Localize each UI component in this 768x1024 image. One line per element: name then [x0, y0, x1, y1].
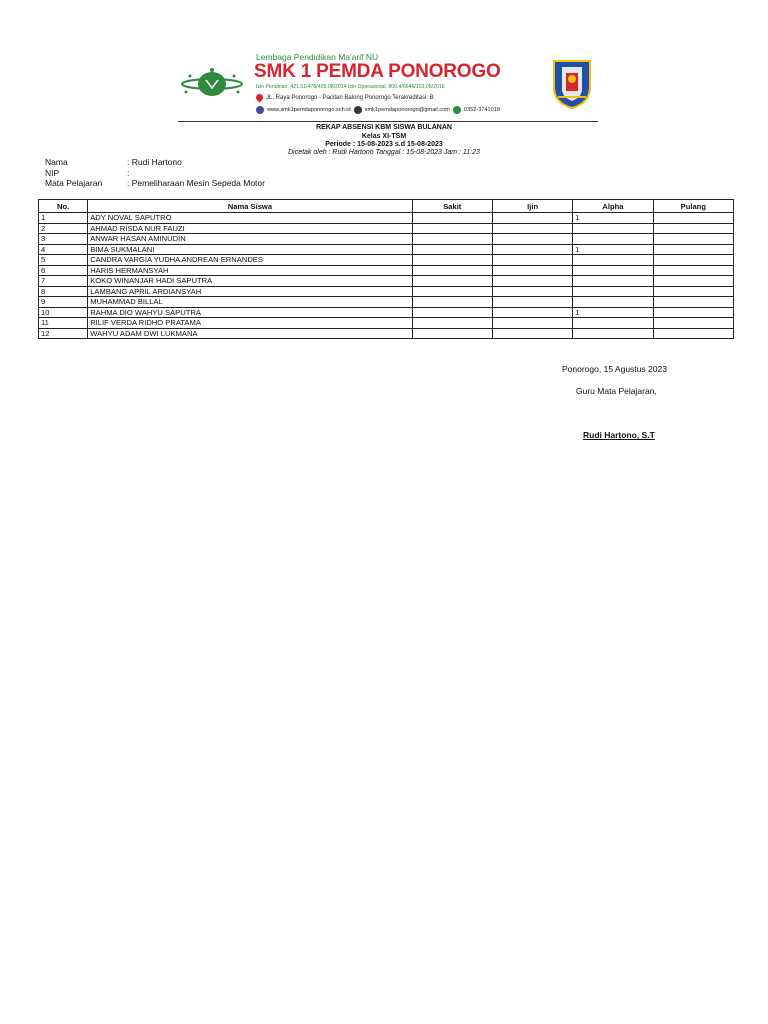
school-name: SMK 1 PEMDA PONOROGO — [254, 61, 501, 82]
cell-pulang — [653, 255, 733, 266]
cell-alpha — [573, 286, 653, 297]
cell-pulang — [653, 223, 733, 234]
cell-sakit — [412, 234, 492, 245]
cell-name: ANWAR HASAN AMINUDIN — [88, 234, 412, 245]
cell-no: 12 — [39, 328, 88, 339]
cell-alpha — [573, 234, 653, 245]
cell-no: 1 — [39, 213, 88, 224]
cell-name: RILIF VERDA RIDHO PRATAMA — [88, 318, 412, 329]
nama-value: : Rudi Hartono — [127, 157, 182, 167]
cell-sakit — [412, 297, 492, 308]
address-line — [256, 94, 434, 101]
cell-ijin — [492, 297, 572, 308]
header-sakit: Sakit — [412, 200, 492, 213]
report-class: Kelas XI-TSM — [361, 133, 407, 140]
report-title: REKAP ABSENSI KBM SISWA BULANAN — [316, 124, 452, 131]
letterhead-divider — [178, 121, 598, 122]
header-alpha: Alpha — [573, 200, 653, 213]
cell-sakit — [412, 318, 492, 329]
table-row — [39, 297, 734, 308]
cell-alpha — [573, 223, 653, 234]
table-row — [39, 223, 734, 234]
cell-pulang — [653, 265, 733, 276]
cell-sakit — [412, 265, 492, 276]
nip-label: NIP — [45, 168, 60, 178]
ponorogo-crest-icon — [552, 57, 592, 109]
cell-alpha — [573, 328, 653, 339]
globe-icon — [256, 106, 264, 114]
cell-alpha — [573, 318, 653, 329]
permit-text: Izin Pendirian: 421.51/478/405.08/2014 Izin Operasional: 800.4/6646/103.05/2016 — [256, 84, 445, 90]
cell-no: 10 — [39, 307, 88, 318]
cell-pulang — [653, 286, 733, 297]
cell-sakit — [412, 286, 492, 297]
cell-no: 7 — [39, 276, 88, 287]
cell-ijin — [492, 244, 572, 255]
signature-role: Guru Mata Pelajaran, — [576, 386, 657, 396]
cell-ijin — [492, 234, 572, 245]
cell-no: 6 — [39, 265, 88, 276]
cell-ijin — [492, 255, 572, 266]
attendance-table — [38, 199, 734, 339]
cell-sakit — [412, 307, 492, 318]
cell-alpha: 1 — [573, 307, 653, 318]
mapel-label: Mata Pelajaran — [45, 178, 103, 188]
cell-name: ADY NOVAL SAPUTRO — [88, 213, 412, 224]
cell-sakit — [412, 276, 492, 287]
institution-name: Lembaga Pendidikan Ma'arif NU — [256, 52, 379, 62]
cell-sakit — [412, 223, 492, 234]
cell-sakit — [412, 328, 492, 339]
cell-name: AHMAD RISDA NUR FAUZI — [88, 223, 412, 234]
header-no: No. — [39, 200, 88, 213]
contact-line — [256, 106, 500, 114]
cell-pulang — [653, 244, 733, 255]
cell-no: 8 — [39, 286, 88, 297]
cell-name: CANDRA VARGIA YUDHA ANDREAN ERNANDES — [88, 255, 412, 266]
cell-alpha — [573, 276, 653, 287]
cell-pulang — [653, 213, 733, 224]
cell-sakit — [412, 255, 492, 266]
table-row — [39, 328, 734, 339]
cell-ijin — [492, 276, 572, 287]
cell-ijin — [492, 318, 572, 329]
cell-no: 5 — [39, 255, 88, 266]
cell-name: LAMBANG APRIL ARDIANSYAH — [88, 286, 412, 297]
cell-ijin — [492, 213, 572, 224]
table-row — [39, 286, 734, 297]
phone-icon — [453, 106, 461, 114]
table-row — [39, 255, 734, 266]
header-nama-siswa: Nama Siswa — [88, 200, 412, 213]
location-pin-icon — [255, 93, 265, 103]
cell-pulang — [653, 307, 733, 318]
header-ijin: Ijin — [492, 200, 572, 213]
nip-value: : — [127, 168, 130, 178]
cell-name: MUHAMMAD BILLAL — [88, 297, 412, 308]
cell-alpha: 1 — [573, 213, 653, 224]
table-row — [39, 318, 734, 329]
table-row — [39, 307, 734, 318]
signature-name: Rudi Hartono, S.T — [583, 430, 655, 440]
cell-no: 3 — [39, 234, 88, 245]
cell-pulang — [653, 328, 733, 339]
cell-sakit — [412, 213, 492, 224]
cell-ijin — [492, 328, 572, 339]
cell-sakit — [412, 244, 492, 255]
report-period: Periode : 15-08-2023 s.d 15-08-2023 — [325, 141, 443, 148]
table-header-row — [39, 200, 734, 213]
cell-pulang — [653, 276, 733, 287]
letterhead — [178, 50, 598, 122]
email-text: smk1pemdaponorogo@gmail.com — [364, 107, 450, 113]
cell-ijin — [492, 286, 572, 297]
email-icon — [354, 106, 362, 114]
cell-name: RAHMA DIO WAHYU SAPUTRA — [88, 307, 412, 318]
table-row — [39, 213, 734, 224]
report-printed-by: Dicetak oleh : Rudi Hartono Tanggal : 15-08-2023 Jam : 11:23 — [288, 149, 480, 156]
nu-logo-icon — [180, 66, 244, 102]
address-text: JL. Raya Ponorogo - Pacitan Balong Ponorogo Terakreditasi: B — [266, 94, 434, 101]
table-row — [39, 234, 734, 245]
mapel-value: : Pemeliharaan Mesin Sepeda Motor — [127, 178, 265, 188]
cell-ijin — [492, 223, 572, 234]
cell-no: 11 — [39, 318, 88, 329]
phone-text: 0352-3741018 — [463, 107, 501, 113]
cell-no: 4 — [39, 244, 88, 255]
cell-ijin — [492, 265, 572, 276]
cell-pulang — [653, 234, 733, 245]
cell-no: 2 — [39, 223, 88, 234]
cell-pulang — [653, 318, 733, 329]
cell-alpha — [573, 297, 653, 308]
cell-name: KOKO WINANJAR HADI SAPUTRA — [88, 276, 412, 287]
header-pulang: Pulang — [653, 200, 733, 213]
cell-alpha — [573, 265, 653, 276]
cell-no: 9 — [39, 297, 88, 308]
signature-place-date: Ponorogo, 15 Agustus 2023 — [562, 364, 667, 374]
nama-label: Nama — [45, 157, 68, 167]
cell-name: BIMA SUKMALANI — [88, 244, 412, 255]
table-row — [39, 244, 734, 255]
cell-ijin — [492, 307, 572, 318]
cell-name: HARIS HERMANSYAH — [88, 265, 412, 276]
table-row — [39, 265, 734, 276]
cell-alpha — [573, 255, 653, 266]
cell-pulang — [653, 297, 733, 308]
website-text: www.smk1pemdaponorogo.sch.id — [267, 107, 351, 113]
table-row — [39, 276, 734, 287]
cell-alpha: 1 — [573, 244, 653, 255]
cell-name: WAHYU ADAM DWI LUKMANA — [88, 328, 412, 339]
